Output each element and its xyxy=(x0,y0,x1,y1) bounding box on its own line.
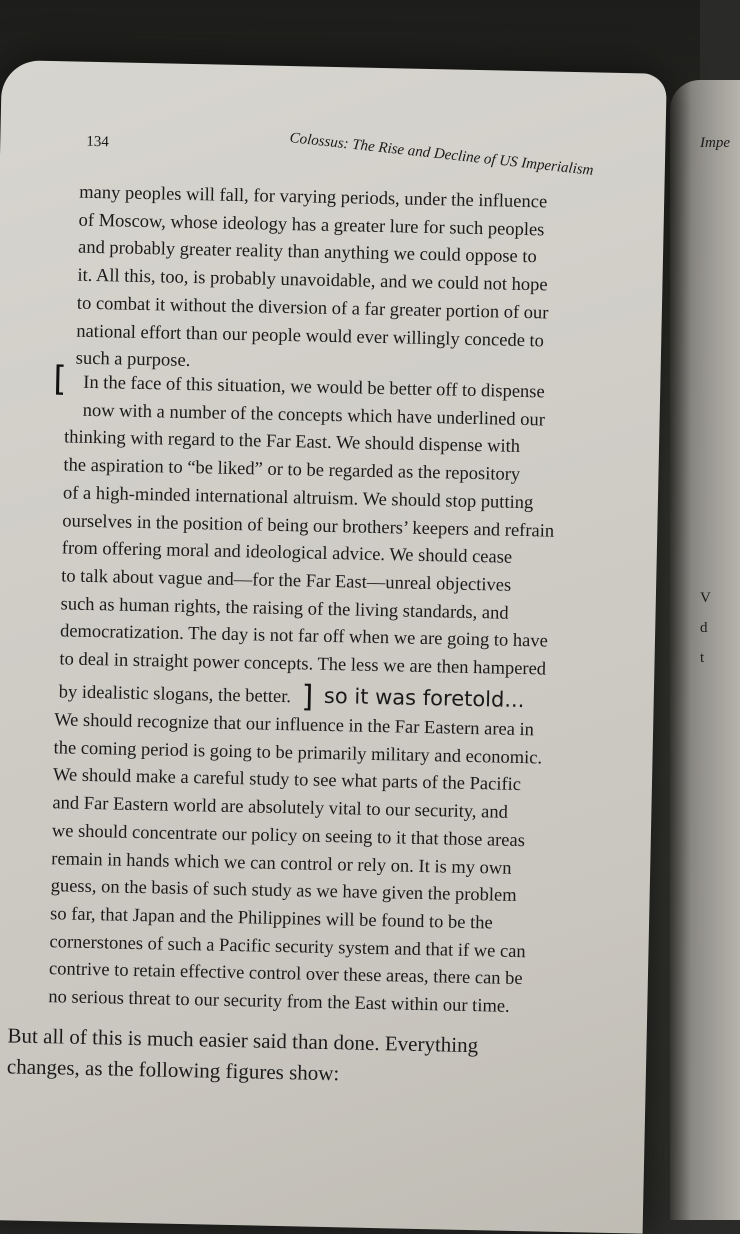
text-line: guess, on the basis of such study as we have given the problem xyxy=(50,876,517,907)
paragraph-bracketed xyxy=(58,369,610,718)
text-line: we should concentrate our policy on seeing to it that those areas xyxy=(51,821,526,851)
text-line: democratization. The day is not far off when we are going to have xyxy=(59,621,549,652)
paragraph-continued xyxy=(75,180,619,385)
text-line: thinking with regard to the Far East. We should dispense with xyxy=(63,427,521,458)
next-page-running-head: Impe xyxy=(700,135,730,151)
next-page-edge xyxy=(670,80,740,1220)
text-line: and Far Eastern world are absolutely vital to our security, and xyxy=(52,793,509,823)
text-line: it. All this, too, is probably unavoidable, and we could not hope xyxy=(77,265,548,296)
text-line: from offering moral and ideological advice. We should cease xyxy=(61,538,513,569)
paragraph xyxy=(48,707,594,1023)
text-line: no serious threat to our security from the East within our time. xyxy=(48,987,510,1017)
text-line: cornerstones of such a Pacific security system and that if we can xyxy=(49,931,526,962)
handwritten-close-bracket: ] xyxy=(301,679,314,715)
handwritten-open-bracket: [ xyxy=(52,359,68,400)
text-segment: by idealistic slogans, the better. xyxy=(58,682,292,707)
next-page-char: d xyxy=(700,620,708,636)
text-line: such a purpose. xyxy=(75,348,191,372)
text-line: so far, that Japan and the Philippines will be found to be the xyxy=(49,904,493,934)
text-line: of a high-minded international altruism. We should stop putting xyxy=(62,483,534,514)
text-line: We should make a careful study to see what parts of the Pacific xyxy=(52,765,522,796)
text-line: In the face of this situation, we would be better off to dispense xyxy=(83,372,545,403)
text-line: national effort than our people would ever willingly concede to xyxy=(76,321,545,351)
handwritten-note: so it was foretold... xyxy=(323,683,525,712)
text-line: the aspiration to “be liked” or to be regarded as the repository xyxy=(63,455,521,486)
paragraph-final xyxy=(7,1020,548,1093)
text-line: contrive to retain effective control over these areas, there can be xyxy=(48,959,523,990)
text-line: such as human rights, the raising of the living standards, and xyxy=(60,593,509,624)
page-number: 134 xyxy=(86,133,109,151)
text-line: many peoples will fall, for varying periods, under the influence xyxy=(79,182,548,213)
text-line: changes, as the following figures show: xyxy=(6,1054,340,1086)
text-line: to deal in straight power concepts. The less we are then hampered xyxy=(59,649,547,680)
text-line: ourselves in the position of being our brothers’ keepers and refrain xyxy=(62,510,555,542)
text-line: now with a number of the concepts which have underlined our xyxy=(82,400,546,431)
text-line: to talk about vague and—for the Far East—unreal objectives xyxy=(60,566,512,596)
text-line: the coming period is going to be primarily military and economic. xyxy=(53,737,543,769)
text-line: We should recognize that our influence in the Far Eastern area in xyxy=(53,710,535,741)
next-page-char: V xyxy=(700,590,711,606)
running-head: Colossus: The Rise and Decline of US Imperialism xyxy=(288,130,595,179)
text-line: remain in hands which we can control or rely on. It is my own xyxy=(51,848,512,879)
text-line: of Moscow, whose ideology has a greater lure for such peoples xyxy=(78,210,545,241)
text-line: and probably greater reality than anything we could oppose to xyxy=(77,238,537,268)
next-page-char: t xyxy=(700,650,705,666)
text-line: to combat it without the diversion of a far greater portion of our xyxy=(76,293,549,324)
text-line: But all of this is much easier said than done. Everything xyxy=(7,1023,479,1058)
book-page xyxy=(0,60,667,1234)
